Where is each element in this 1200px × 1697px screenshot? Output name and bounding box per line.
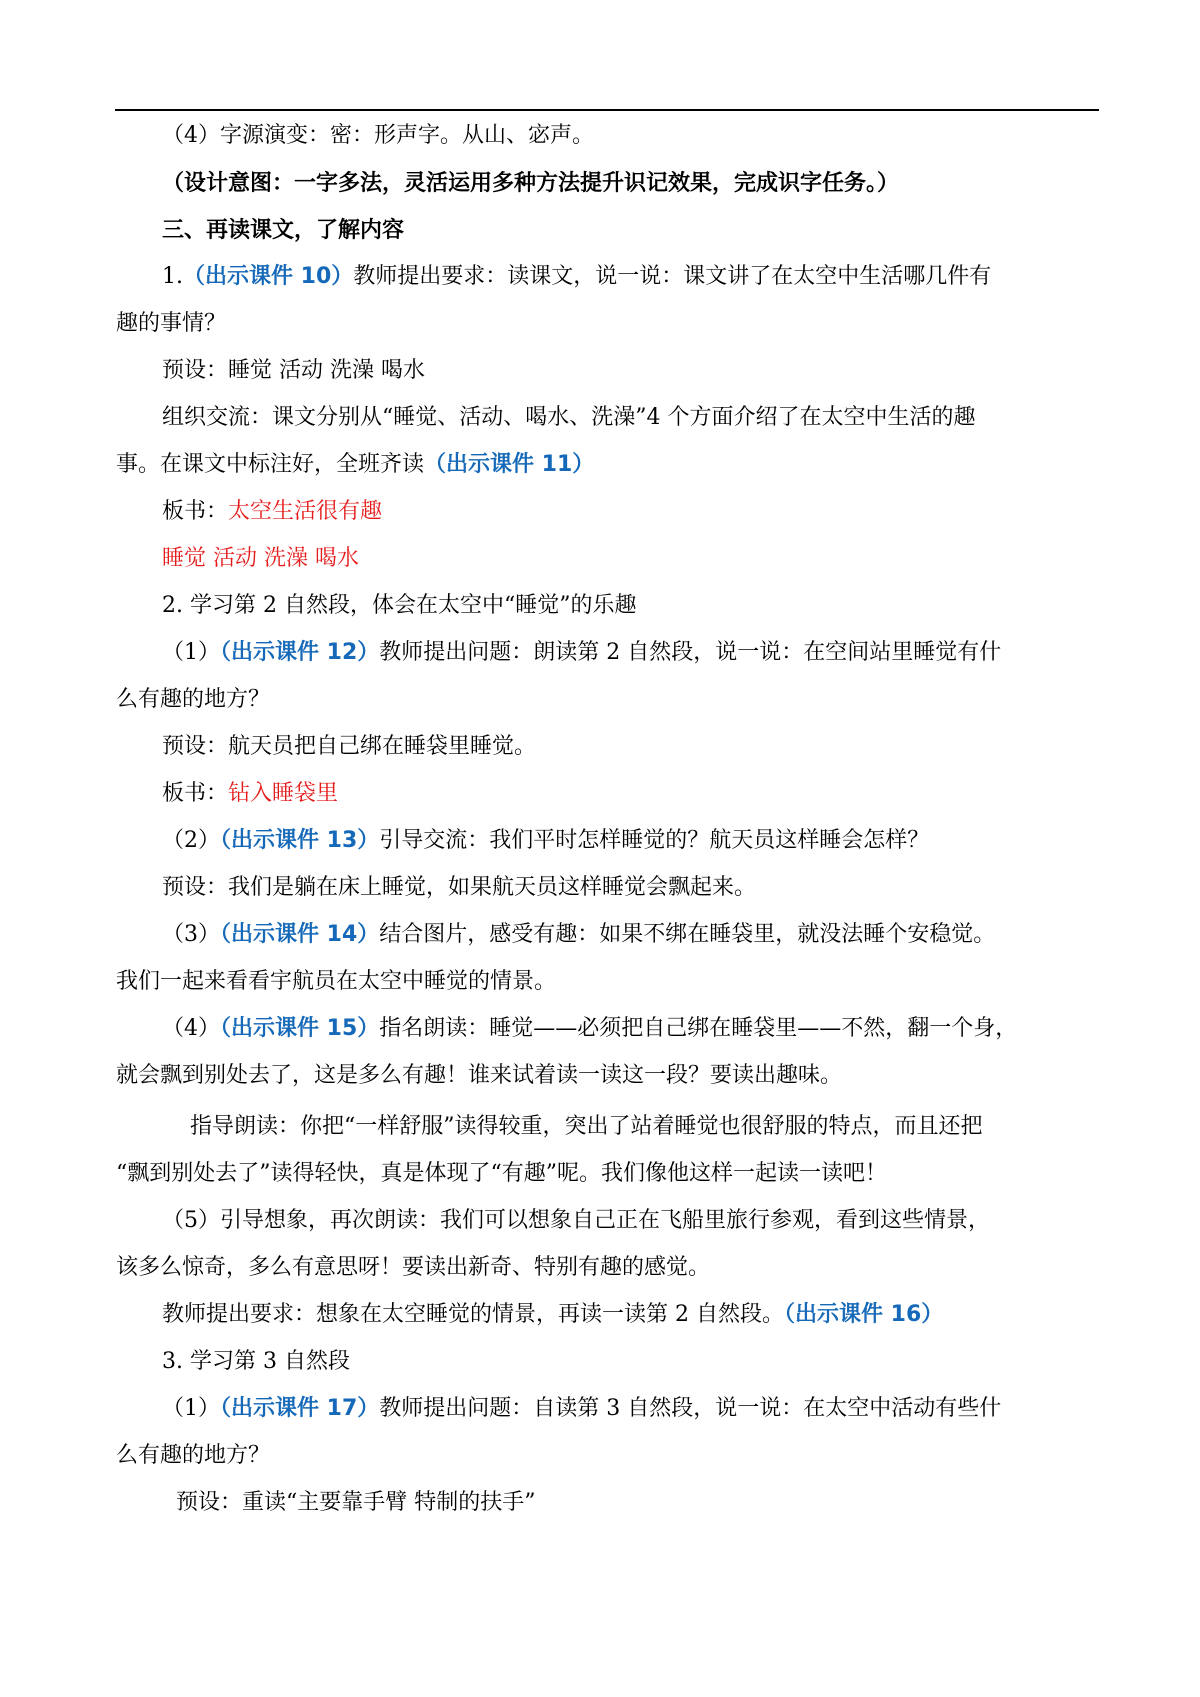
courseware-link[interactable]: （出示课件 12）: [220, 640, 380, 665]
paragraph-line: 教师提出要求：想象在太空睡觉的情景，再读一读第 2 自然段。（出示课件 16）: [162, 1302, 944, 1327]
paragraph-line: 该多么惊奇，多么有意思呀！要读出新奇、特别有趣的感觉。: [116, 1255, 711, 1280]
design-intent-line: （设计意图：一字多法，灵活运用多种方法提升识记效果，完成识字任务。）: [162, 170, 900, 196]
paragraph-line: （4）字源演变：密：形声字。从山、宓声。: [162, 123, 594, 148]
paragraph-line: 预设：睡觉 活动 洗澡 喝水: [162, 358, 425, 383]
courseware-link[interactable]: （出示课件 17）: [220, 1396, 380, 1421]
courseware-link[interactable]: （出示课件 14）: [220, 922, 380, 947]
paragraph-line: （2）（出示课件 13）引导交流：我们平时怎样睡觉的？航天员这样睡会怎样？: [162, 828, 930, 853]
paragraph-line: 预设：我们是躺在床上睡觉，如果航天员这样睡觉会飘起来。: [162, 875, 757, 900]
blackboard-line: 板书：太空生活很有趣: [162, 499, 383, 524]
paragraph-line: “飘到别处去了”读得轻快，真是体现了“有趣”呢。我们像他这样一起读一读吧！: [116, 1161, 887, 1186]
paragraph-line: 组织交流：课文分别从“睡觉、活动、喝水、洗澡”4 个方面介绍了在太空中生活的趣: [162, 405, 976, 430]
paragraph-line: 么有趣的地方？: [116, 1443, 271, 1468]
paragraph-line: 2. 学习第 2 自然段，体会在太空中“睡觉”的乐趣: [162, 593, 637, 618]
paragraph-line: 指导朗读：你把“一样舒服”读得较重，突出了站着睡觉也很舒服的特点，而且还把: [190, 1114, 983, 1139]
blackboard-text: 钻入睡袋里: [228, 781, 339, 806]
header-rule: [115, 109, 1099, 111]
paragraph-line: 事。在课文中标注好，全班齐读（出示课件 11）: [116, 452, 595, 477]
courseware-link[interactable]: （出示课件 13）: [220, 828, 380, 853]
courseware-link[interactable]: （出示课件 11）: [424, 452, 595, 477]
courseware-link[interactable]: （出示课件 10）: [183, 264, 354, 289]
paragraph-line: 趣的事情？: [116, 311, 227, 336]
courseware-link[interactable]: （出示课件 15）: [220, 1016, 380, 1041]
paragraph-line: 1.（出示课件 10）教师提出要求：读课文，说一说：课文讲了在太空中生活哪几件有: [162, 264, 992, 289]
paragraph-line: 我们一起来看看宇航员在太空中睡觉的情景。: [116, 969, 557, 994]
paragraph-line: （1）（出示课件 12）教师提出问题：朗读第 2 自然段，说一说：在空间站里睡觉有什: [162, 640, 1002, 665]
courseware-link[interactable]: （出示课件 16）: [784, 1302, 944, 1327]
blackboard-line: 板书：钻入睡袋里: [162, 781, 339, 806]
paragraph-line: 3. 学习第 3 自然段: [162, 1349, 350, 1374]
blackboard-text: 太空生活很有趣: [228, 499, 383, 524]
paragraph-line: （1）（出示课件 17）教师提出问题：自读第 3 自然段，说一说：在太空中活动有些什: [162, 1396, 1002, 1421]
blackboard-line: [162, 544, 359, 574]
paragraph-line: 就会飘到别处去了，这是多么有趣！谁来试着读一读这一段？要读出趣味。: [116, 1063, 843, 1088]
paragraph-line: （5）引导想象，再次朗读：我们可以想象自己正在飞船里旅行参观，看到这些情景，: [162, 1208, 990, 1233]
paragraph-line: 么有趣的地方？: [116, 687, 271, 712]
blackboard-text: 睡觉 活动 洗澡 喝水: [162, 546, 359, 571]
paragraph-line: （3）（出示课件 14）结合图片，感受有趣：如果不绑在睡袋里，就没法睡个安稳觉。: [162, 922, 996, 947]
paragraph-line: （4）（出示课件 15）指名朗读：睡觉——必须把自己绑在睡袋里——不然，翻一个身，: [162, 1016, 1018, 1041]
paragraph-line: 预设：重读“主要靠手臂 特制的扶手”: [176, 1490, 536, 1515]
section-heading: 三、再读课文，了解内容: [162, 217, 405, 243]
paragraph-line: 预设：航天员把自己绑在睡袋里睡觉。: [162, 734, 537, 759]
